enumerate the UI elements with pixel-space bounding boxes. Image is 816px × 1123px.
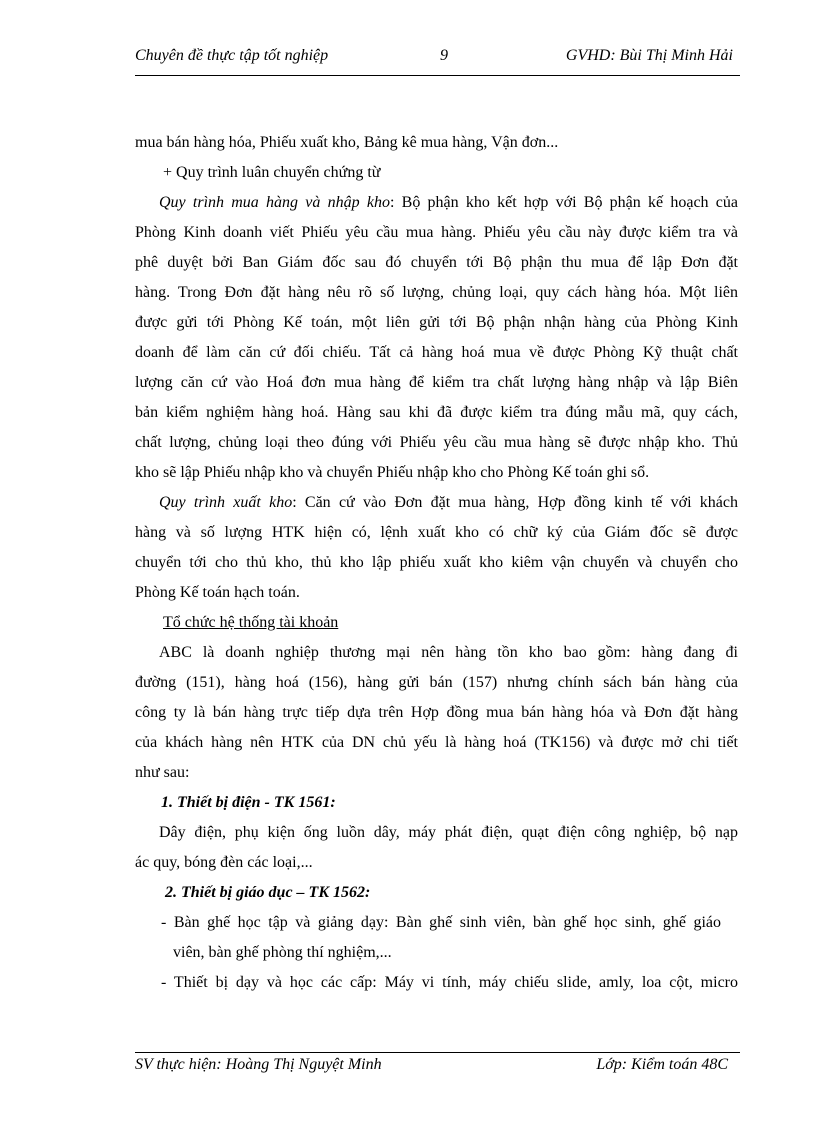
bullet-line: - Thiết bị dạy và học các cấp: Máy vi tính, máy chiếu slide, amly, loa cột, micro [161,974,738,991]
bullet-line: - Bàn ghế học tập và giảng dạy: Bàn ghế sinh viên, bàn ghế học sinh, ghế giáo [161,914,721,931]
paragraph-text: : Căn cứ vào Đơn đặt mua hàng, Hợp đồng kinh tế với khách [292,494,739,511]
header-rule [135,75,740,76]
footer-rule [135,1052,740,1053]
paragraph-line: được gửi tới Phòng Kế toán, một liên gửi tới Bộ phận nhận hàng của Phòng Kinh [135,314,738,331]
paragraph-line: như sau: [135,764,190,781]
paragraph-line: đường (151), hàng hoá (156), hàng gửi bán (157) nhưng chính sách bán hàng của [135,674,738,691]
paragraph-lead: Quy trình xuất kho [159,494,293,511]
paragraph-line [159,191,738,215]
page-number: 9 [440,47,448,64]
paragraph-line: của khách hàng nên HTK của DN chủ yếu là hàng hoá (TK156) và được mở chi tiết [135,734,738,751]
paragraph-text: : Bộ phận kho kết hợp với Bộ phận kế hoạch của [389,194,739,211]
paragraph-line: ABC là doanh nghiệp thương mại nên hàng tồn kho bao gồm: hàng đang đi [159,644,738,661]
paragraph-line: bản kiểm nghiệm hàng hoá. Hàng sau khi đã được kiểm tra đúng mẫu mã, quy cách, [135,404,738,421]
paragraph-line: chất lượng, chủng loại theo đúng với Phiếu yêu cầu mua hàng sẽ được nhập kho. Thủ [135,434,738,451]
paragraph-line: hàng. Trong Đơn đặt hàng nêu rõ số lượng, chủng loại, quy cách hàng hóa. Một liên [135,284,738,301]
paragraph-line: chuyển tới cho thủ kho, thủ kho lập phiếu xuất kho kiêm vận chuyển và chuyển cho [135,554,738,571]
paragraph-line: Phòng Kế toán hạch toán. [135,584,300,601]
paragraph-line: lượng căn cứ vào Hoá đơn mua hàng để kiểm tra chất lượng hàng nhập và lập Biên [135,374,738,391]
header-supervisor: GVHD: Bùi Thị Minh Hải [565,47,733,64]
page-footer [135,1056,740,1078]
list-item-title: 2. Thiết bị giáo dục – TK 1562: [165,884,371,901]
paragraph-lead: Quy trình mua hàng và nhập kho [159,194,390,211]
paragraph-line: hàng và số lượng HTK hiện có, lệnh xuất kho có chữ ký của Giám đốc sẽ được [135,524,738,541]
paragraph-line: doanh để làm căn cứ đối chiếu. Tất cả hàng hoá mua về được Phòng Kỹ thuật chất [135,344,738,361]
footer-student: SV thực hiện: Hoàng Thị Nguyệt Minh [135,1056,382,1073]
bullet-line: viên, bàn ghế phòng thí nghiệm,... [173,944,392,961]
paragraph-line: kho sẽ lập Phiếu nhập kho và chuyển Phiếu nhập kho cho Phòng Kế toán ghi sổ. [135,464,650,481]
footer-class: Lớp: Kiểm toán 48C [596,1056,728,1073]
text-line: + Quy trình luân chuyển chứng từ [163,164,381,181]
text-line: mua bán hàng hóa, Phiếu xuất kho, Bảng kê mua hàng, Vận đơn... [135,134,559,151]
section-heading: Tổ chức hệ thống tài khoản [163,614,339,631]
page-header [135,47,740,71]
paragraph-line: Phòng Kinh doanh viết Phiếu yêu cầu mua hàng. Phiếu yêu cầu này được kiểm tra và [135,224,738,241]
paragraph-line: công ty là bán hàng trực tiếp dựa trên Hợp đồng mua bán hàng hóa và Đơn đặt hàng [135,704,738,721]
list-item-text: Dây điện, phụ kiện ống luồn dây, máy phát điện, quạt điện công nghiệp, bộ nạp [159,824,738,841]
header-title: Chuyên đề thực tập tốt nghiệp [135,47,329,64]
paragraph-line [159,491,738,515]
list-item-title: 1. Thiết bị điện - TK 1561: [161,794,336,811]
paragraph-line: phê duyệt bởi Ban Giám đốc sau đó chuyển tới Bộ phận thu mua để lập Đơn đặt [135,254,738,271]
list-item-text: ác quy, bóng đèn các loại,... [135,854,313,871]
